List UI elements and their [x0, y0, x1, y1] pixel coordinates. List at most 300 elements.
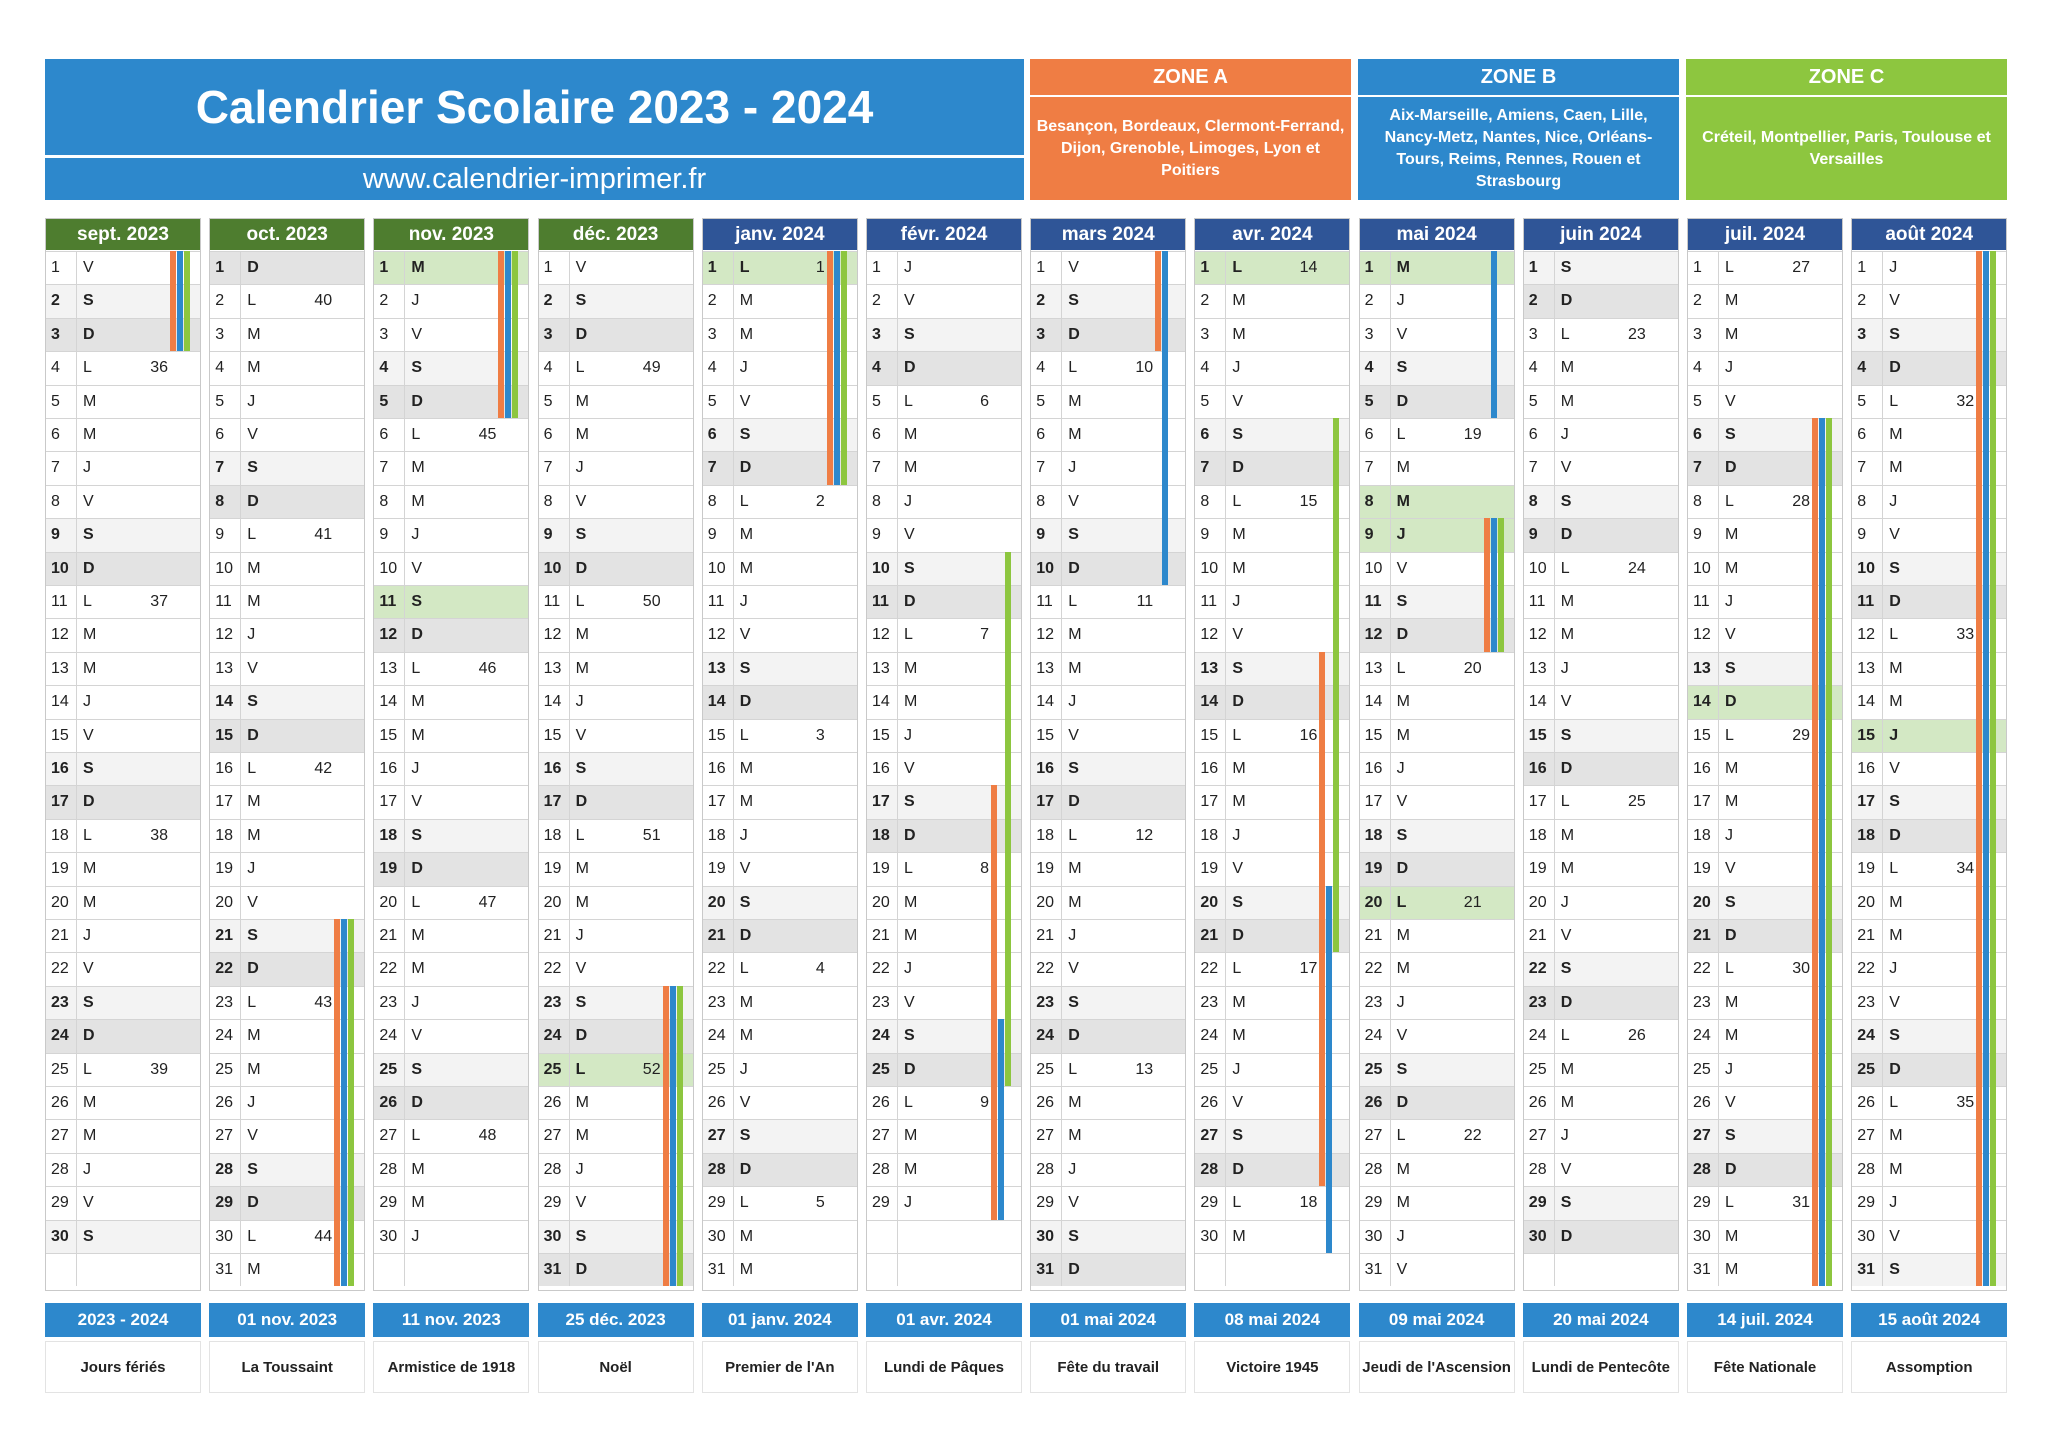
weekday-letter: M — [569, 386, 593, 418]
day-number: 17 — [1693, 793, 1711, 811]
day-number: 6 — [51, 426, 60, 443]
weekday-letter: M — [1061, 653, 1085, 685]
day-number: 5 — [707, 392, 717, 410]
day-number: 15 — [1036, 726, 1054, 744]
week-number: 25 — [1628, 793, 1646, 811]
weekday-letter: M — [897, 1120, 921, 1152]
day-number: 4 — [379, 359, 389, 377]
day-number: 20 — [1036, 893, 1054, 911]
day-number: 6 — [1364, 426, 1374, 443]
day-row — [374, 685, 528, 718]
day-number: 21 — [1857, 927, 1875, 944]
weekday-letter: M — [240, 1254, 264, 1286]
day-number: 14 — [379, 693, 398, 711]
day-row — [1360, 752, 1514, 785]
day-row — [1524, 518, 1678, 551]
weekday-letter: L — [1390, 419, 1414, 451]
day-row — [374, 1186, 528, 1219]
weekday-letter: L — [1390, 1120, 1414, 1152]
week-number: 40 — [314, 292, 333, 310]
day-number: 10 — [1364, 559, 1383, 577]
weekday-letter: M — [1554, 820, 1578, 852]
day-number: 15 — [379, 726, 398, 744]
day-number: 7 — [1036, 459, 1046, 477]
day-number: 21 — [1528, 927, 1547, 944]
day-number: 7 — [1857, 459, 1867, 477]
day-row — [1688, 251, 1842, 284]
day-number: 16 — [379, 760, 398, 777]
day-row — [210, 451, 364, 484]
weekday-letter: M — [1718, 753, 1742, 785]
day-row — [210, 351, 364, 384]
day-number: 8 — [215, 492, 225, 510]
holiday-date: 11 nov. 2023 — [373, 1303, 529, 1337]
weekday-letter: J — [1390, 1221, 1414, 1253]
day-row — [1524, 1119, 1678, 1152]
weekday-letter: M — [76, 887, 100, 919]
weekday-letter: S — [404, 352, 428, 384]
weekday-letter: M — [733, 553, 757, 585]
holiday-date: 15 août 2024 — [1851, 1303, 2007, 1337]
day-number: 25 — [1200, 1060, 1219, 1078]
day-number: 27 — [872, 1127, 890, 1145]
day-row — [210, 652, 364, 685]
weekday-letter: S — [897, 1020, 921, 1052]
weekday-letter: M — [404, 720, 428, 752]
weekday-letter: M — [733, 285, 757, 317]
weekday-letter: J — [1061, 452, 1085, 484]
zone-b-panel — [1358, 59, 1679, 200]
day-number: 4 — [872, 359, 881, 377]
weekday-letter: S — [1882, 553, 1906, 585]
weekday-letter: M — [1061, 386, 1085, 418]
day-row — [539, 318, 693, 351]
day-number: 2 — [379, 292, 389, 310]
day-number: 18 — [1857, 826, 1875, 844]
weekday-letter: L — [404, 653, 428, 685]
day-row — [539, 485, 693, 518]
day-number: 19 — [1200, 860, 1219, 878]
day-number: 21 — [215, 927, 233, 944]
weekday-letter: L — [76, 352, 100, 384]
day-row — [539, 785, 693, 818]
day-number: 1 — [1200, 259, 1210, 276]
day-number: 26 — [1857, 1094, 1875, 1111]
day-number: 21 — [707, 927, 726, 944]
day-number: 27 — [1036, 1127, 1054, 1145]
weekday-letter: V — [1061, 252, 1085, 284]
day-number: 29 — [1036, 1194, 1054, 1212]
weekday-letter: V — [1390, 786, 1414, 818]
weekday-letter: V — [1390, 1254, 1414, 1286]
weekday-letter: L — [1061, 586, 1085, 618]
day-number: 4 — [1364, 359, 1374, 377]
day-row — [1195, 351, 1349, 384]
weekday-letter: S — [1061, 987, 1085, 1019]
day-number: 6 — [379, 426, 389, 443]
day-row — [1524, 385, 1678, 418]
week-number: 42 — [314, 760, 333, 777]
weekday-letter: L — [569, 820, 593, 852]
weekday-letter: L — [240, 753, 264, 785]
weekday-letter: J — [1554, 419, 1578, 451]
day-row — [867, 451, 1021, 484]
vacation-bar-zone-a — [1319, 652, 1325, 1186]
holiday-name: Jeudi de l'Ascension — [1359, 1341, 1515, 1393]
holiday-card — [866, 1303, 1022, 1393]
day-row — [46, 652, 200, 685]
holiday-card — [209, 1303, 365, 1393]
day-number: 30 — [1364, 1227, 1383, 1245]
weekday-letter: J — [569, 1154, 593, 1186]
day-number: 29 — [872, 1194, 890, 1212]
website-url[interactable]: www.calendrier-imprimer.fr — [45, 158, 1024, 200]
day-number: 4 — [215, 359, 225, 377]
day-row — [210, 385, 364, 418]
day-number: 6 — [215, 426, 225, 443]
weekday-letter: V — [240, 419, 264, 451]
week-number: 52 — [642, 1060, 661, 1078]
month-column — [866, 218, 1022, 1291]
week-number: 17 — [1299, 960, 1318, 978]
day-number: 1 — [215, 259, 225, 276]
day-number: 3 — [1857, 325, 1867, 343]
weekday-letter: S — [733, 653, 757, 685]
weekday-letter: S — [1718, 419, 1742, 451]
weekday-letter: J — [897, 252, 921, 284]
day-number: 5 — [1693, 392, 1702, 410]
weekday-letter: L — [240, 987, 264, 1019]
day-number: 8 — [1857, 492, 1867, 510]
week-number: 2 — [815, 492, 825, 510]
day-number: 24 — [51, 1027, 69, 1045]
weekday-letter: V — [1225, 853, 1249, 885]
day-number: 24 — [379, 1027, 398, 1045]
day-number: 25 — [1036, 1060, 1054, 1078]
weekday-letter: L — [76, 1054, 100, 1086]
zone-c-label: ZONE C — [1686, 59, 2007, 97]
day-row — [1524, 719, 1678, 752]
weekday-letter: L — [1225, 252, 1249, 284]
day-number: 22 — [543, 960, 562, 978]
weekday-letter: M — [1718, 1221, 1742, 1253]
weekday-letter: S — [1225, 653, 1249, 685]
weekday-letter: M — [1390, 252, 1414, 284]
zone-b-cities: Aix-Marseille, Amiens, Caen, Lille, Nancy-Metz, Nantes, Nice, Orléans-Tours, Reims, Rennes, Rouen et Strasbourg — [1358, 97, 1679, 200]
weekday-letter: J — [404, 987, 428, 1019]
day-number: 7 — [51, 459, 60, 477]
weekday-letter: D — [1061, 1020, 1085, 1052]
day-number: 23 — [215, 993, 233, 1011]
day-row — [703, 518, 857, 551]
weekday-letter: V — [404, 786, 428, 818]
weekday-letter: D — [569, 1254, 593, 1286]
weekday-letter: L — [733, 720, 757, 752]
weekday-letter: J — [1718, 820, 1742, 852]
day-number: 23 — [707, 993, 726, 1011]
day-number: 3 — [543, 325, 553, 343]
holiday-date: 09 mai 2024 — [1359, 1303, 1515, 1337]
day-number: 26 — [872, 1094, 890, 1111]
day-row — [1195, 852, 1349, 885]
weekday-letter: S — [76, 519, 100, 551]
day-row — [46, 1253, 200, 1286]
day-row — [374, 886, 528, 919]
day-row — [1031, 852, 1185, 885]
day-row — [1524, 852, 1678, 885]
vacation-bar-zone-b — [505, 251, 511, 418]
day-number: 23 — [379, 993, 398, 1011]
weekday-letter: D — [240, 486, 264, 518]
day-number: 31 — [1036, 1261, 1054, 1278]
vacation-bar-zone-c — [1498, 518, 1504, 652]
weekday-letter: S — [1882, 786, 1906, 818]
day-row — [539, 418, 693, 451]
day-row — [46, 585, 200, 618]
day-number: 23 — [1364, 993, 1383, 1011]
week-number: 48 — [478, 1127, 497, 1145]
day-number: 13 — [1036, 659, 1054, 677]
day-number: 19 — [1036, 860, 1054, 878]
weekday-letter: M — [1225, 753, 1249, 785]
day-row — [1360, 785, 1514, 818]
day-number: 28 — [1857, 1160, 1875, 1178]
week-number: 7 — [980, 626, 989, 644]
weekday-letter: V — [1061, 1187, 1085, 1219]
day-number: 9 — [1857, 526, 1867, 544]
weekday-letter: L — [897, 386, 921, 418]
day-number: 12 — [1200, 626, 1219, 644]
day-row — [1360, 1186, 1514, 1219]
day-number: 15 — [1528, 726, 1547, 744]
weekday-letter: M — [1718, 519, 1742, 551]
weekday-letter: M — [1882, 1154, 1906, 1186]
day-row — [1524, 418, 1678, 451]
day-number: 1 — [1857, 259, 1867, 276]
day-number: 20 — [707, 893, 726, 911]
day-number: 22 — [1528, 960, 1547, 978]
day-number: 19 — [1693, 860, 1711, 878]
weekday-letter: L — [240, 285, 264, 317]
day-row — [867, 886, 1021, 919]
weekday-letter: J — [1554, 887, 1578, 919]
day-number: 5 — [215, 392, 225, 410]
day-number: 7 — [1364, 459, 1374, 477]
weekday-letter: J — [1554, 653, 1578, 685]
weekday-letter: M — [1882, 452, 1906, 484]
day-number: 30 — [1200, 1227, 1219, 1245]
day-number: 27 — [543, 1127, 562, 1145]
weekday-letter: S — [1390, 586, 1414, 618]
day-row — [374, 752, 528, 785]
weekday-letter: L — [1225, 1187, 1249, 1219]
weekday-letter: V — [569, 252, 593, 284]
day-number: 12 — [379, 626, 398, 644]
day-number: 8 — [1528, 492, 1538, 510]
day-number: 3 — [1693, 325, 1702, 343]
weekday-letter: L — [733, 1187, 757, 1219]
vacation-bar-zone-b — [1983, 251, 1989, 1286]
day-row — [1031, 1086, 1185, 1119]
weekday-letter: J — [1882, 953, 1906, 985]
vacation-bar-zone-c — [677, 986, 683, 1287]
weekday-letter: V — [1390, 319, 1414, 351]
weekday-letter: S — [569, 285, 593, 317]
day-number: 4 — [1693, 359, 1702, 377]
day-number: 20 — [1693, 893, 1711, 911]
day-number: 31 — [1693, 1261, 1711, 1278]
day-number: 13 — [1693, 659, 1711, 677]
day-number: 4 — [1528, 359, 1538, 377]
month-header: janv. 2024 — [703, 219, 857, 250]
weekday-letter: M — [1225, 553, 1249, 585]
weekday-letter: V — [569, 720, 593, 752]
holiday-name: Victoire 1945 — [1194, 1341, 1350, 1393]
week-number: 49 — [642, 359, 661, 377]
week-number: 46 — [478, 659, 497, 677]
day-row — [1524, 952, 1678, 985]
weekday-letter: M — [404, 486, 428, 518]
month-column — [1359, 218, 1515, 1291]
weekday-letter: M — [76, 619, 100, 651]
day-number: 2 — [51, 292, 60, 310]
day-number: 7 — [1200, 459, 1210, 477]
weekday-letter: M — [733, 519, 757, 551]
zone-c-cities: Créteil, Montpellier, Paris, Toulouse et Versailles — [1686, 97, 2007, 200]
vacation-bar-zone-c — [841, 251, 847, 485]
day-number: 25 — [1693, 1060, 1711, 1078]
week-number: 51 — [642, 826, 661, 844]
day-number: 26 — [51, 1094, 69, 1111]
day-number: 8 — [872, 492, 881, 510]
day-number: 26 — [543, 1094, 562, 1111]
day-number: 2 — [1857, 292, 1867, 310]
day-number: 27 — [215, 1127, 233, 1145]
day-number: 3 — [1528, 325, 1538, 343]
day-row — [210, 552, 364, 585]
day-number: 31 — [215, 1261, 233, 1278]
weekday-letter: J — [1390, 285, 1414, 317]
day-number: 16 — [872, 760, 890, 777]
day-row — [539, 351, 693, 384]
day-number: 17 — [1528, 793, 1547, 811]
weekday-letter: L — [1061, 1054, 1085, 1086]
weekday-letter: M — [240, 586, 264, 618]
day-number: 21 — [51, 927, 69, 944]
weekday-letter: D — [733, 920, 757, 952]
day-number: 9 — [1036, 526, 1046, 544]
weekday-letter: J — [1061, 920, 1085, 952]
weekday-letter: V — [1882, 519, 1906, 551]
day-row — [867, 485, 1021, 518]
day-number: 12 — [1857, 626, 1875, 644]
day-number: 14 — [543, 693, 562, 711]
day-number: 17 — [1036, 793, 1054, 811]
weekday-letter: M — [240, 1020, 264, 1052]
day-row — [703, 752, 857, 785]
day-number: 13 — [1528, 659, 1547, 677]
weekday-letter: V — [404, 553, 428, 585]
day-number: 14 — [872, 693, 890, 711]
weekday-letter: M — [404, 920, 428, 952]
weekday-letter: S — [1718, 1120, 1742, 1152]
day-number: 24 — [707, 1027, 726, 1045]
day-row — [374, 585, 528, 618]
day-number: 18 — [872, 826, 890, 844]
month-header: nov. 2023 — [374, 219, 528, 250]
week-number: 13 — [1135, 1060, 1154, 1078]
day-row — [867, 952, 1021, 985]
day-number: 23 — [1528, 993, 1547, 1011]
day-number: 12 — [215, 626, 233, 644]
day-number: 21 — [1036, 927, 1054, 944]
day-row — [210, 752, 364, 785]
weekday-letter: V — [76, 1187, 100, 1219]
day-row — [1031, 952, 1185, 985]
weekday-letter: L — [1718, 720, 1742, 752]
day-number: 18 — [215, 826, 233, 844]
day-number: 31 — [1857, 1261, 1875, 1278]
day-number: 11 — [215, 593, 232, 610]
weekday-letter: D — [733, 1154, 757, 1186]
weekday-letter: D — [76, 786, 100, 818]
month-header: avr. 2024 — [1195, 219, 1349, 250]
day-number: 3 — [1036, 325, 1046, 343]
vacation-bar-zone-b — [1819, 418, 1825, 1286]
weekday-letter: M — [1225, 285, 1249, 317]
day-number: 12 — [707, 626, 726, 644]
weekday-letter: V — [76, 953, 100, 985]
day-number: 2 — [1036, 292, 1046, 310]
day-row — [46, 518, 200, 551]
weekday-letter: J — [240, 853, 264, 885]
day-number: 8 — [1693, 492, 1702, 510]
day-number: 18 — [1528, 826, 1547, 844]
vacation-bar-zone-b — [341, 919, 347, 1286]
weekday-letter: L — [733, 953, 757, 985]
day-row — [1524, 1186, 1678, 1219]
weekday-letter: J — [76, 452, 100, 484]
day-row — [1195, 284, 1349, 317]
weekday-letter: J — [1061, 1154, 1085, 1186]
day-row — [1524, 919, 1678, 952]
day-row — [539, 585, 693, 618]
weekday-letter: M — [404, 1154, 428, 1186]
day-number: 26 — [1036, 1094, 1054, 1111]
day-row — [1031, 685, 1185, 718]
day-number: 10 — [543, 559, 562, 577]
holiday-card — [1359, 1303, 1515, 1393]
day-number: 12 — [1693, 626, 1711, 644]
weekday-letter: S — [1554, 486, 1578, 518]
day-number: 25 — [51, 1060, 69, 1078]
weekday-letter: L — [1718, 953, 1742, 985]
day-number: 5 — [543, 392, 553, 410]
day-number: 10 — [707, 559, 726, 577]
day-number: 18 — [543, 826, 562, 844]
month-header: mai 2024 — [1360, 219, 1514, 250]
weekday-letter: L — [897, 619, 921, 651]
vacation-bar-zone-c — [1333, 418, 1339, 952]
weekday-letter: L — [1882, 853, 1906, 885]
day-number: 13 — [1857, 659, 1875, 677]
weekday-letter: J — [897, 720, 921, 752]
weekday-letter: V — [1554, 686, 1578, 718]
weekday-letter: M — [76, 1120, 100, 1152]
weekday-letter: M — [1390, 720, 1414, 752]
day-number: 15 — [707, 726, 726, 744]
day-number: 10 — [1528, 559, 1547, 577]
